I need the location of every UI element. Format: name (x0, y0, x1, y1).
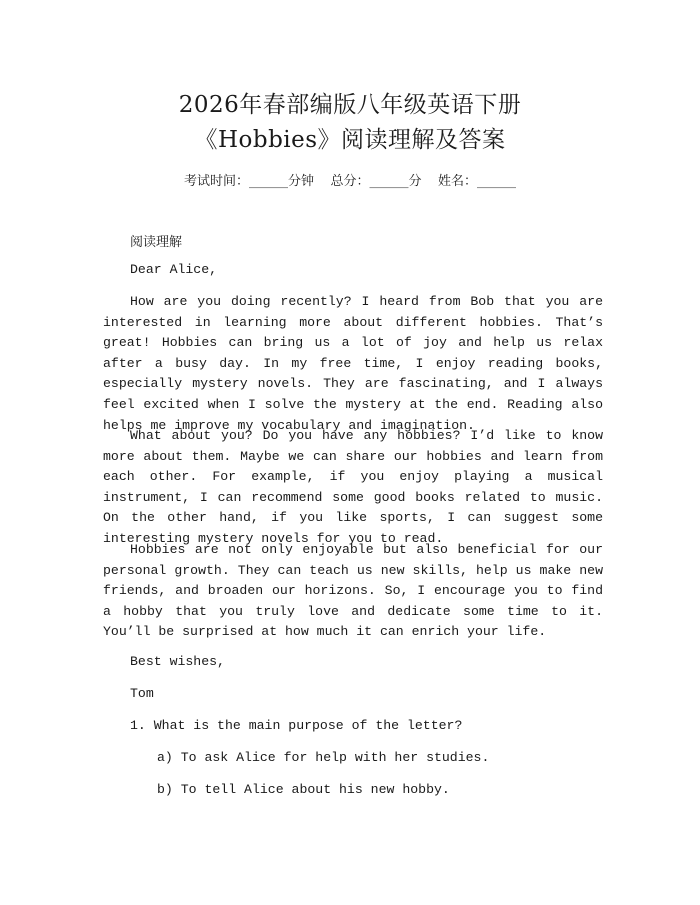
question-option-a: a) To ask Alice for help with her studies. (157, 750, 490, 765)
letter-paragraph-2: What about you? Do you have any hobbies? I’d like to know more about them. Maybe we can share our hobbies and learn from each other. For example, if you enjoy playing a musical instrument, I can recommend some good books related to music. On the other hand, if you like sports, I can suggest some interesting mystery novels for you to read. (103, 428, 603, 546)
section-label: 阅读理解 (130, 235, 183, 250)
question-text: 1. What is the main purpose of the letter? (130, 718, 463, 733)
document-title-line1: 2026年春部编版八年级英语下册 (178, 92, 522, 118)
letter-salutation: Dear Alice, (130, 262, 218, 277)
document-title-line2: 《Hobbies》阅读理解及答案 (194, 127, 506, 153)
letter-signature: Tom (130, 686, 154, 701)
letter-paragraph-1: How are you doing recently? I heard from Bob that you are interested in learning more about different hobbies. That’s great! Hobbies can bring us a lot of joy and help us relax after a busy day. In my free time, I enjoy reading books, especially mystery novels. They are fascinating, and I always feel excited when I solve the mystery at the end. Reading also helps me improve my vocabulary and imagination. (103, 294, 603, 433)
letter-paragraph-3: Hobbies are not only enjoyable but also beneficial for our personal growth. They can teach us new skills, help us make new friends, and broaden our horizons. So, I encourage you to find a hobby that you truly love and dedicate some time to it. You’ll be surprised at how much it can enrich your life. (103, 542, 603, 640)
exam-info-line: 考试时间：______分钟 总分：______分 姓名：______ (183, 174, 517, 189)
question-option-b: b) To tell Alice about his new hobby. (157, 782, 450, 797)
letter-closing: Best wishes, (130, 654, 225, 669)
